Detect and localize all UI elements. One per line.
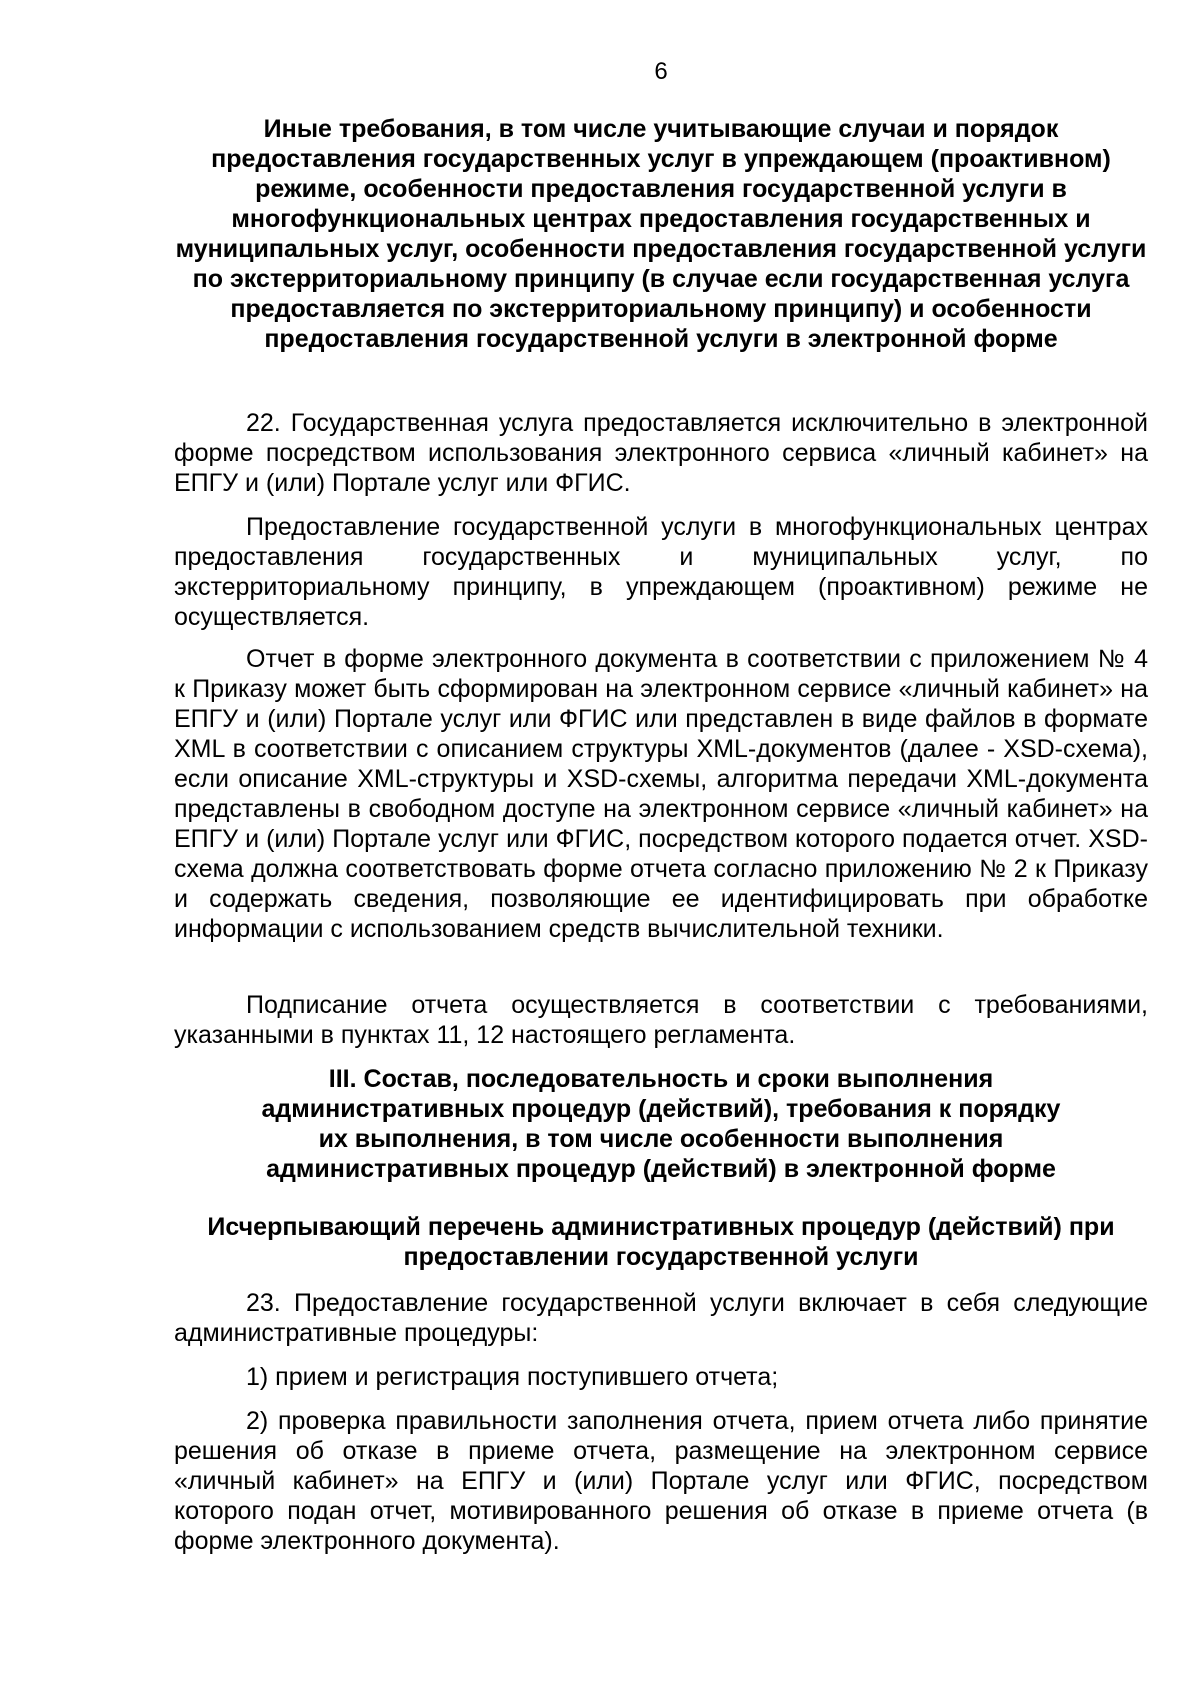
chapter-heading [174, 1064, 1148, 1184]
paragraph-report: Отчет в форме электронного документа в соответствии с приложением № 4 к Приказу может быть сформирован на электронном сервисе «личный кабинет» на ЕПГУ и (или) Портале услуг или ФГИС или представлен в виде файлов в формате XML в соответствии с описанием структуры XML-документов (далее - XSD-схема), если описание XML-структуры и XSD-схемы, алгоритма передачи XML-документа представлены в свободном доступе на электронном сервисе «личный кабинет» на ЕПГУ и (или) Портале услуг или ФГИС, посредством которого подается отчет. XSD-схема должна соответствовать форме отчета согласно приложению № 2 к Приказу и содержать сведения, позволяющие ее идентифицировать при обработке информации с использованием средств вычислительной техники. [174, 645, 1148, 943]
list-heading: Исчерпывающий перечень административных процедур (действий) при предоставлении государственной услуги [207, 1213, 1115, 1271]
list-item: 1) прием и регистрация поступившего отчета; [246, 1363, 779, 1391]
paragraph-22: 22. Государственная услуга предоставляется исключительно в электронной форме посредством использования электронного сервиса «личный кабинет» на ЕПГУ и (или) Портале услуг или ФГИС. [174, 409, 1148, 497]
chapter-heading-line: их выполнения, в том числе особенности выполнения [318, 1125, 1004, 1153]
paragraph-mfc: Предоставление государственной услуги в многофункциональных центрах предоставления государственных и муниципальных услуг, по экстерриториальному принципу, в упреждающем (проактивном) режиме не осуществляется. [174, 513, 1148, 631]
list-item: 2) проверка правильности заполнения отчета, прием отчета либо принятие решения об отказе в приеме отчета, размещение на электронном сервисе «личный кабинет» на ЕПГУ и (или) Портале услуг или ФГИС, посредством которого подан отчет, мотивированного решения об отказе в приеме отчета (в форме электронного документа). [174, 1407, 1148, 1555]
chapter-heading-line: III. Состав, последовательность и сроки выполнения [328, 1065, 994, 1093]
page-number: 6 [654, 58, 668, 85]
paragraph-signing: Подписание отчета осуществляется в соответствии с требованиями, указанными в пунктах 11, 12 настоящего регламента. [174, 991, 1148, 1049]
section-heading: Иные требования, в том числе учитывающие случаи и порядок предоставления государственных услуг в упреждающем (проактивном) режиме, особенности предоставления государственной услуги в многофункциональных центрах предоставления государственных и муниципальных услуг, особенности предоставления государственной услуги по экстерриториальному принципу (в случае если государственная услуга предоставляется по экстерриториальному принципу) и особенности предоставления государственной услуги в электронной форме [175, 115, 1147, 353]
chapter-heading-line: административных процедур (действий), требования к порядку [261, 1095, 1061, 1123]
paragraph-23: 23. Предоставление государственной услуги включает в себя следующие административные процедуры: [174, 1289, 1148, 1347]
chapter-heading-line: административных процедур (действий) в электронной форме [266, 1155, 1056, 1183]
